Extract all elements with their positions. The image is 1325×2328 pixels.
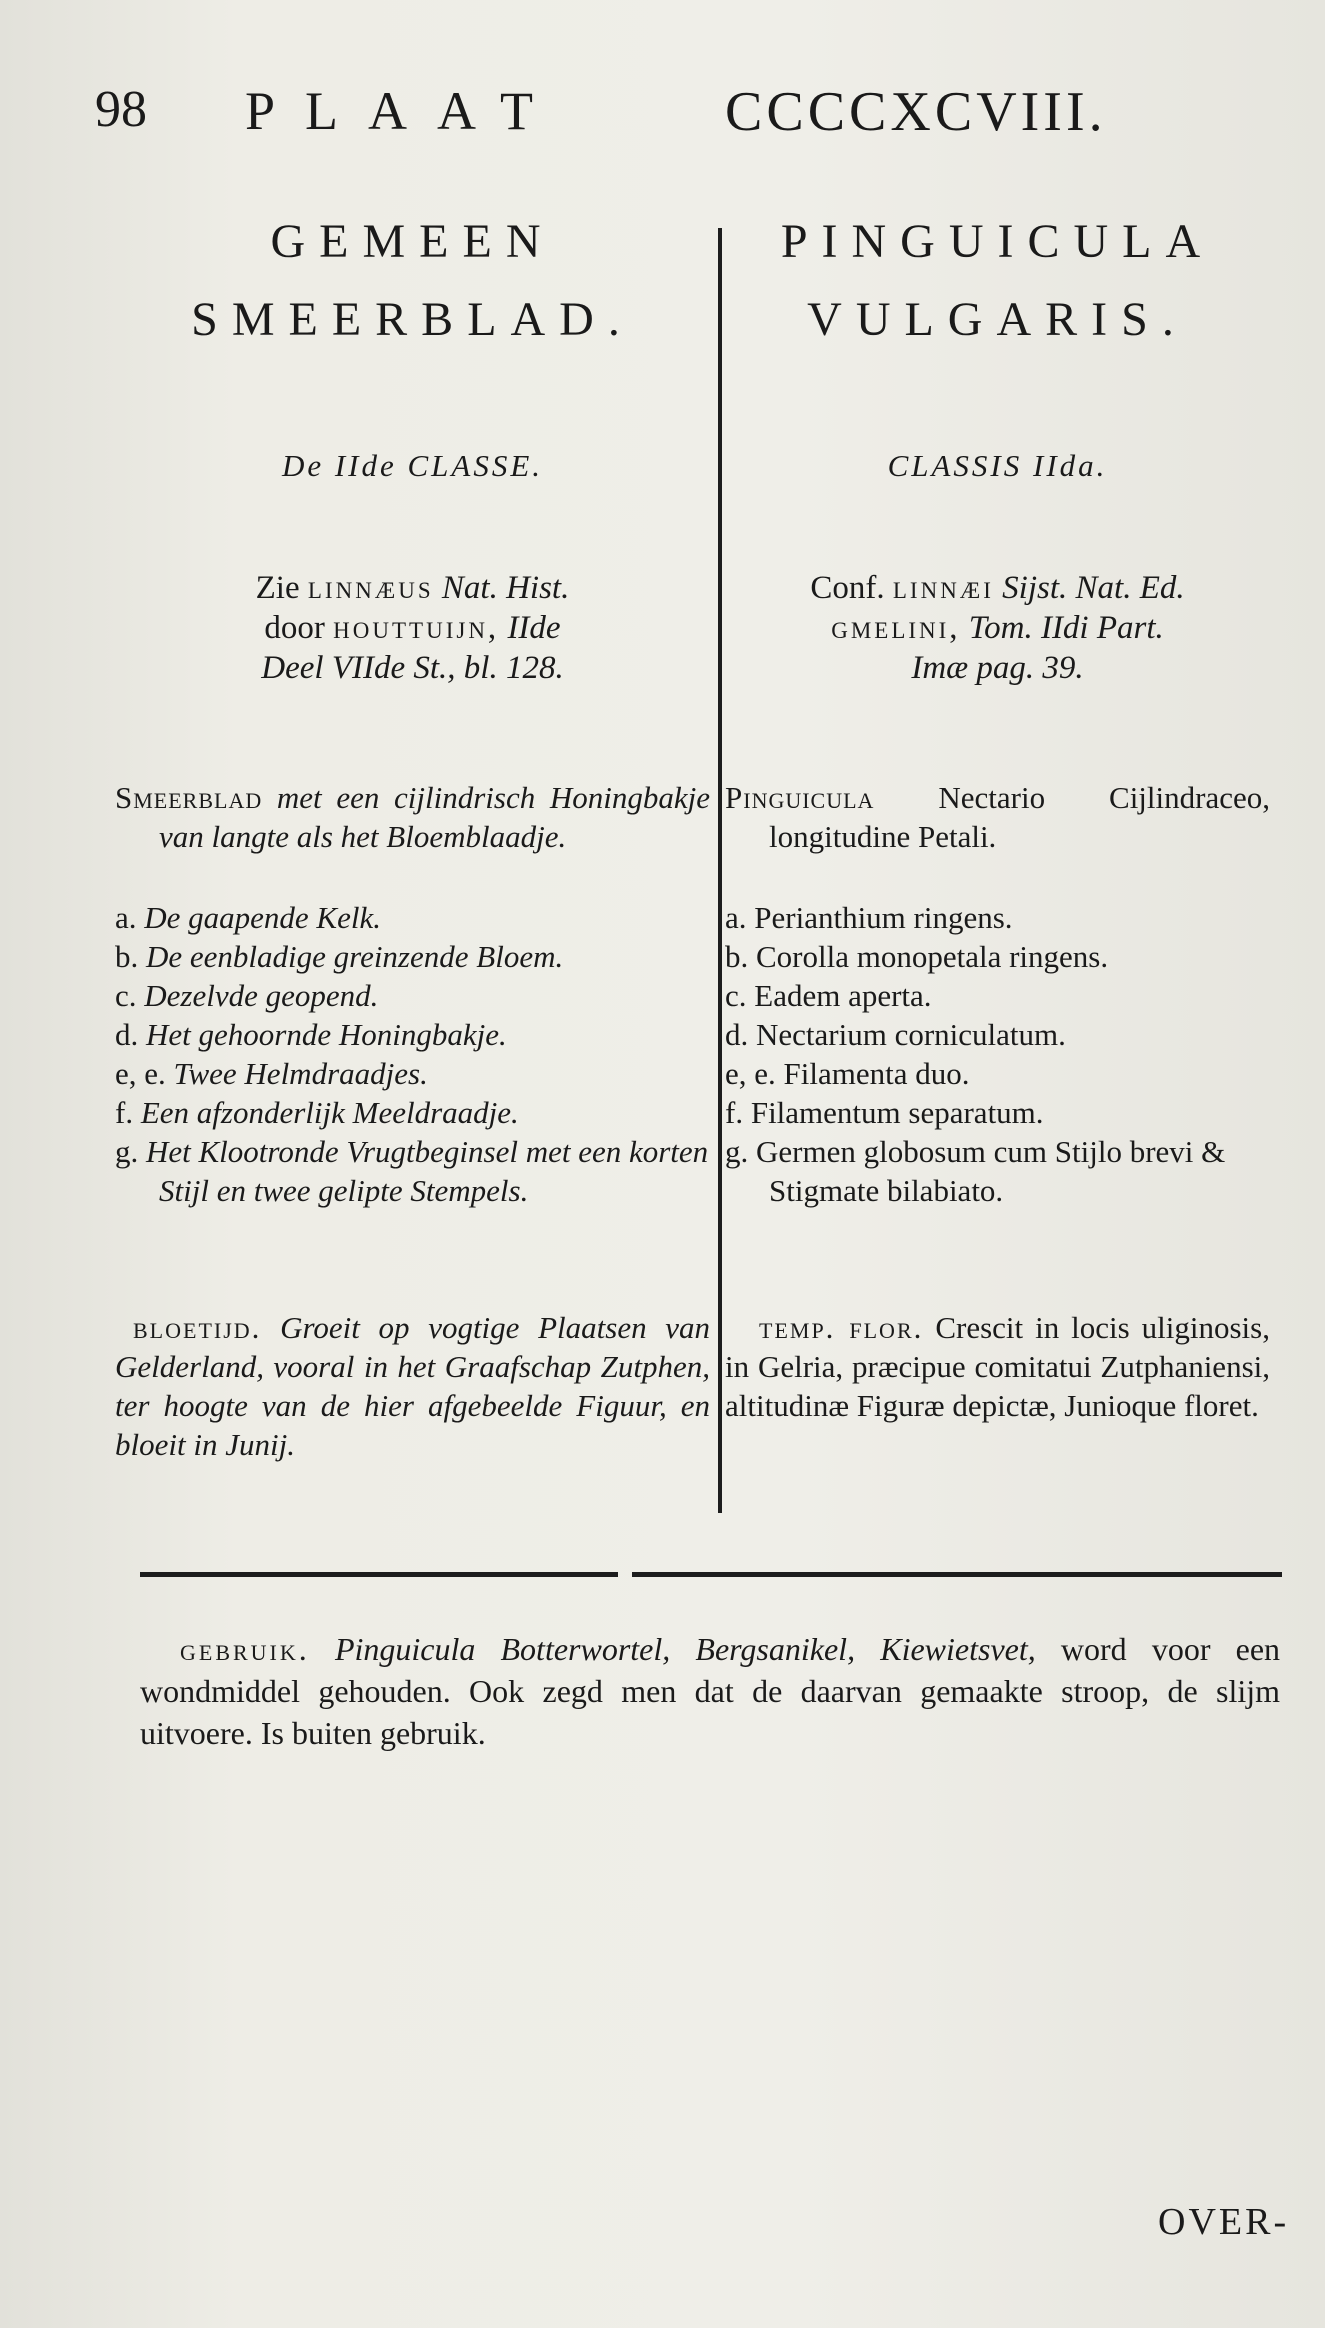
- usage-label: gebruik.: [180, 1631, 310, 1667]
- left-ref-author: linnæus: [307, 570, 434, 606]
- usage-paragraph: [140, 1628, 1280, 1754]
- right-flowering: [725, 1308, 1270, 1425]
- usage-names: Pinguicula Botterwortel, Bergsanikel, Kiewietsvet,: [334, 1631, 1036, 1667]
- left-flowering: [115, 1308, 710, 1464]
- left-reference: [115, 568, 710, 688]
- left-flowering-body: Groeit op vogtige Plaatsen van Gelderland, vooral in het Graafschap Zutphen, ter hoogte van de hier afgebeelde Figuur, en bloeit in Junij.: [115, 1310, 711, 1462]
- right-ref-conf: Conf.: [810, 570, 885, 606]
- right-description: [725, 778, 1270, 856]
- right-ref-syst: Sijst. Nat. Ed.: [1002, 570, 1185, 606]
- left-ref-nat-hist: Nat. Hist.: [441, 570, 570, 606]
- list-item: f. Een afzonderlijk Meeldraadje.: [115, 1095, 519, 1130]
- right-title-line1: PINGUICULA: [780, 215, 1215, 268]
- left-title-line1: GEMEEN: [270, 215, 555, 268]
- right-desc-text: [725, 778, 1270, 856]
- right-flowering-label: temp. flor.: [759, 1310, 924, 1345]
- list-item: d. Nectarium corniculatum.: [725, 1017, 1066, 1052]
- right-ref-editor: gmelini,: [831, 610, 961, 646]
- list-item: e, e. Filamenta duo.: [725, 1056, 970, 1091]
- left-desc-body: met een cijlindrisch Honingbakje van langte als het Bloemblaadje.: [159, 780, 710, 854]
- right-desc-name: Pinguicula: [725, 780, 875, 815]
- right-reference: [725, 568, 1270, 688]
- right-parts-list: [725, 898, 1270, 1210]
- list-item: a. Perianthium ringens.: [725, 900, 1013, 935]
- right-ref-author: linnæi: [892, 570, 994, 606]
- right-ref-pag: Imæ pag. 39.: [911, 650, 1084, 686]
- list-item: b. De eenbladige greinzende Bloem.: [115, 939, 564, 974]
- left-reference-block: [115, 568, 710, 688]
- catchword: OVER-: [1158, 2201, 1290, 2243]
- usage-text: word voor een wondmiddel gehouden. Ook zegd men dat de daarvan gemaakte stroop, de slijm uitvoere. Is buiten gebruik.: [140, 1631, 1281, 1751]
- left-ref-translator: houttuijn,: [333, 610, 500, 646]
- right-flowering-body: Crescit in locis uliginosis, in Gelria, præcipue comitatui Zutphaniensi, altitudinæ Figuræ depictæ, Junioque floret.: [725, 1310, 1270, 1423]
- list-item: c. Eadem aperta.: [725, 978, 932, 1013]
- list-item: b. Corolla monopetala ringens.: [725, 939, 1109, 974]
- left-flowering-label: bloetijd.: [133, 1310, 262, 1345]
- left-ref-part: IIde: [507, 610, 561, 646]
- left-description: [115, 778, 710, 856]
- list-item: g. Het Klootronde Vrugtbeginsel met een korten Stijl en twee gelipte Stempels.: [115, 1134, 709, 1208]
- left-title-line2: SMEERBLAD.: [191, 293, 634, 346]
- left-ref-deel: Deel VIIde St., bl. 128.: [261, 650, 564, 686]
- column-divider: [718, 228, 722, 1513]
- plate-number: CCCCXCVIII.: [725, 81, 1107, 143]
- right-title-line2: VULGARIS.: [807, 293, 1188, 346]
- list-item: d. Het gehoornde Honingbakje.: [115, 1017, 507, 1052]
- separator-rule-right: [632, 1572, 1282, 1577]
- left-ref-door: door: [264, 610, 325, 646]
- right-class-label: CLASSIS IIda.: [887, 448, 1108, 483]
- right-reference-block: [725, 568, 1270, 688]
- left-class-label: De IIde CLASSE.: [281, 448, 544, 483]
- left-column-title: [115, 215, 710, 346]
- left-flowering-text: [115, 1308, 710, 1464]
- page-header: [95, 80, 1245, 160]
- left-parts-list: [115, 898, 710, 1210]
- list-item: g. Germen globosum cum Stijlo brevi & Stigmate bilabiato.: [725, 1134, 1226, 1208]
- left-desc-text: [115, 778, 710, 856]
- right-column-title: [725, 215, 1270, 346]
- right-flowering-text: [725, 1308, 1270, 1425]
- separator-rule-left: [140, 1572, 618, 1577]
- right-parts: [725, 898, 1270, 1210]
- page-number: 98: [95, 81, 147, 138]
- list-item: e, e. Twee Helmdraadjes.: [115, 1056, 428, 1091]
- right-class: [725, 448, 1270, 484]
- left-class: [115, 448, 710, 484]
- plate-title: PLAAT: [245, 81, 564, 141]
- left-parts: [115, 898, 710, 1210]
- left-ref-zie: Zie: [255, 570, 300, 606]
- right-desc-body: Nectario Cijlindraceo, longitudine Petali.: [769, 780, 1270, 854]
- left-desc-name: Smeerblad: [115, 780, 263, 815]
- right-ref-tom: Tom. IIdi Part.: [968, 610, 1164, 646]
- list-item: a. De gaapende Kelk.: [115, 900, 381, 935]
- list-item: c. Dezelvde geopend.: [115, 978, 379, 1013]
- list-item: f. Filamentum separatum.: [725, 1095, 1044, 1130]
